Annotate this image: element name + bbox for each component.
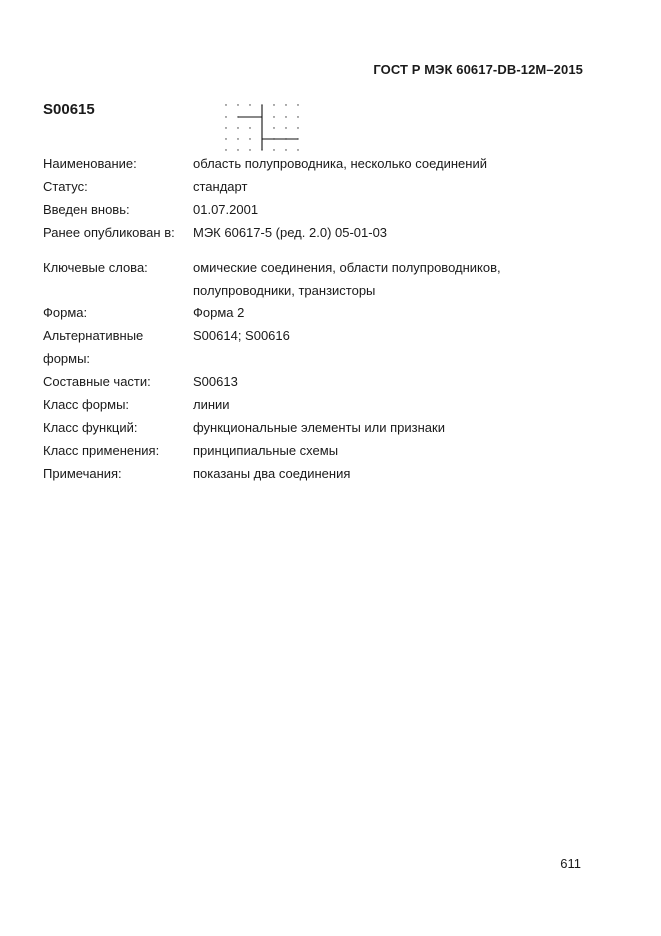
field-value: МЭК 60617-5 (ред. 2.0) 05-01-03 xyxy=(193,225,388,240)
field-label: Класс функций: xyxy=(43,420,138,435)
field-value: S00613 xyxy=(193,374,238,389)
field-label: Класс формы: xyxy=(43,397,130,412)
field-value: линии xyxy=(193,397,230,412)
semiconductor-region-symbol xyxy=(224,101,304,153)
field-label: формы: xyxy=(43,351,91,366)
field-label: Ключевые слова: xyxy=(43,260,148,275)
field-label: Наименование: xyxy=(43,156,137,171)
field-value: S00614; S00616 xyxy=(193,328,290,343)
field-label: Альтернативные xyxy=(43,328,144,343)
field-value: принципиальные схемы xyxy=(193,443,339,458)
field-value: 01.07.2001 xyxy=(193,202,259,217)
field-label: Примечания: xyxy=(43,466,122,481)
field-value: омические соединения, области полупроводников, xyxy=(193,260,501,275)
field-value: функциональные элементы или признаки xyxy=(193,420,445,435)
field-label: Введен вновь: xyxy=(43,202,130,217)
field-value: полупроводники, транзисторы xyxy=(193,283,376,298)
field-value: показаны два соединения xyxy=(193,466,351,481)
symbol-id: S00615 xyxy=(43,101,95,118)
standard-code: ГОСТ Р МЭК 60617-DB-12M–2015 xyxy=(373,62,583,77)
field-label: Ранее опубликован в: xyxy=(43,225,175,240)
field-label: Форма: xyxy=(43,305,88,320)
field-value: стандарт xyxy=(193,179,248,194)
field-value: область полупроводника, несколько соединений xyxy=(193,156,487,171)
field-label: Класс применения: xyxy=(43,443,160,458)
field-label: Статус: xyxy=(43,179,88,194)
field-value: Форма 2 xyxy=(193,305,245,320)
page-number: 611 xyxy=(560,856,581,871)
field-label: Составные части: xyxy=(43,374,151,389)
